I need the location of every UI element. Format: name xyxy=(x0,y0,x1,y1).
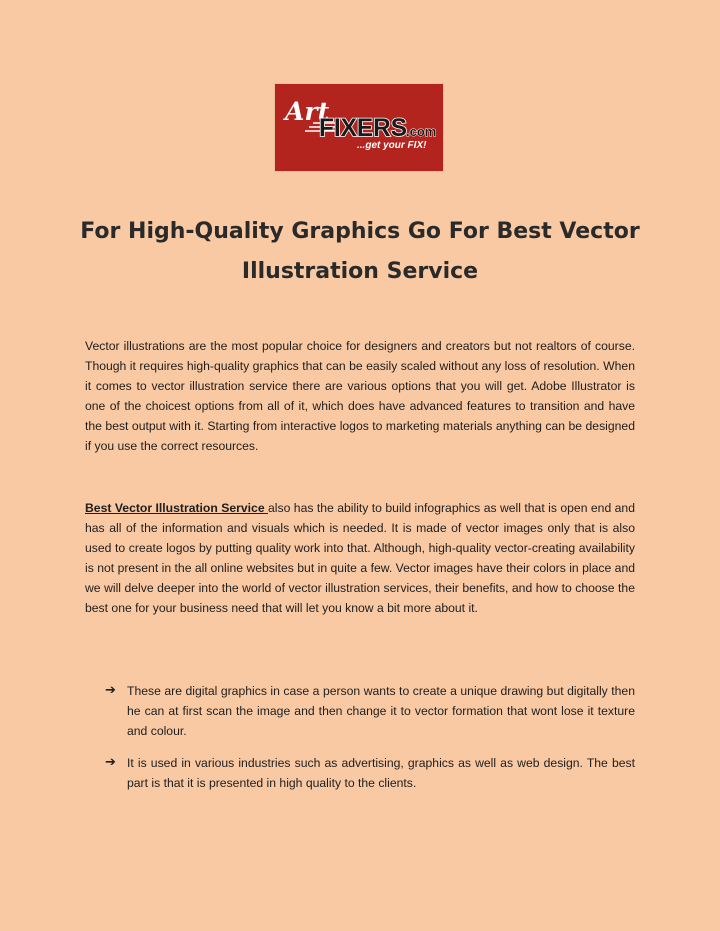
second-paragraph xyxy=(85,498,635,618)
arrow-right-icon: ➔ xyxy=(105,683,116,698)
bullet-text: These are digital graphics in case a person wants to create a unique drawing but digitally then he can at first scan the image and then change it to vector formation that wont lose it texture and colour. xyxy=(127,684,635,738)
second-paragraph-text: also has the ability to build infographics as well that is open end and has all of the information and visuals which is needed. It is made of vector images only that is also used to create logos by putting quality work into that. Although, high-quality vector-creating availability is not present in the all online websites but in quite a few. Vector images have their colors in place and we will delve deeper into the world of vector illustration services, their benefits, and how to choose the best one for your business need that will let you know a bit more about it. xyxy=(85,501,635,615)
list-item xyxy=(105,681,635,741)
title-line-1: For High-Quality Graphics Go For Best Vector xyxy=(80,219,640,244)
bullet-text: It is used in various industries such as advertising, graphics as well as web design. The best part is that it is presented in high quality to the clients. xyxy=(127,756,635,790)
logo-text-fixers: FIXERS xyxy=(319,114,407,142)
best-vector-illustration-link[interactable]: Best Vector Illustration Service xyxy=(85,501,269,515)
intro-paragraph: Vector illustrations are the most popular choice for designers and creators but not realtors of course. Though it requires high-quality graphics that can be easily scaled without any loss of resolution. When it comes to vector illustration service there are various options that you will get. Adobe Illustrator is one of the choicest options from all of it, which does have advanced features to transition and have the best output with it. Starting from interactive logos to marketing materials anything can be designed if you use the correct resources. xyxy=(85,339,635,453)
logo-tagline: ...get your FIX! xyxy=(357,140,427,151)
logo-graphic xyxy=(275,84,443,171)
logo-text-com: .com xyxy=(406,124,437,139)
title-line-2: Illustration Service xyxy=(241,259,479,284)
arrow-right-icon: ➔ xyxy=(105,755,116,770)
artfixers-logo xyxy=(275,84,443,171)
page-title xyxy=(60,212,660,292)
logo-text-art: Art xyxy=(285,97,330,126)
list-item xyxy=(105,753,635,793)
bullet-list xyxy=(105,681,635,805)
